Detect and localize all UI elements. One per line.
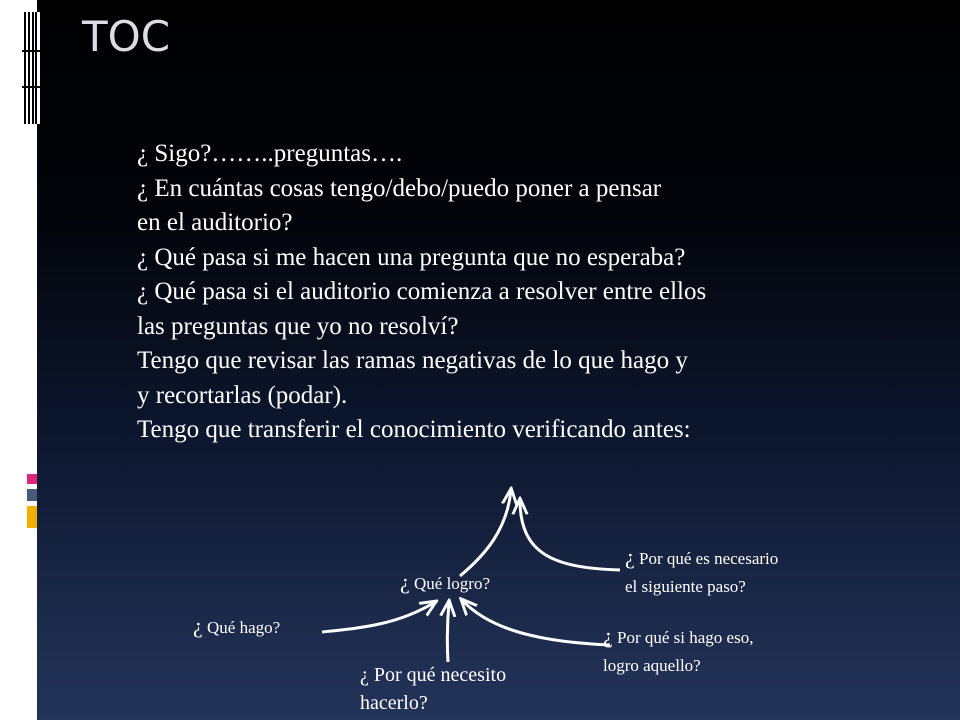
arrow-what-do-to-what-achieve bbox=[322, 602, 435, 632]
label-text: el siguiente paso? bbox=[625, 577, 746, 596]
arrow-what-achieve-to-top bbox=[460, 490, 511, 576]
body-line: ¿ Qué pasa si el auditorio comienza a resolver entre ellos bbox=[137, 278, 707, 305]
body-line: en el auditorio? bbox=[137, 209, 293, 236]
label-why-next-step bbox=[625, 543, 778, 601]
label-text: ¿ Por qué necesito bbox=[360, 664, 507, 686]
arrow-why-next-to-top bbox=[520, 500, 620, 570]
label-text: hacerlo? bbox=[360, 692, 428, 714]
label-text: Qué hago? bbox=[202, 618, 281, 637]
body-line: y recortarlas (podar). bbox=[137, 381, 348, 409]
body-line: ¿ Sigo?……..preguntas…. bbox=[137, 140, 403, 167]
body-line: ¿ En cuántas cosas tengo/debo/puedo poner a pensar bbox=[137, 174, 662, 202]
arrow-why-need-to-what-achieve bbox=[447, 602, 449, 662]
body-line: Tengo que transferir el conocimiento verificando antes: bbox=[137, 416, 691, 443]
question-mark: ¿ bbox=[193, 613, 203, 638]
body-line: las preguntas que yo no resolví? bbox=[137, 312, 459, 340]
label-what-achieve bbox=[400, 568, 490, 598]
question-mark: ¿ bbox=[400, 569, 410, 594]
label-why-do-achieve bbox=[603, 622, 753, 680]
label-text: Por qué si hago eso, bbox=[612, 628, 754, 647]
label-text: Por qué es necesario bbox=[634, 549, 779, 568]
body-line: ¿ Qué pasa si me hacen una pregunta que no esperaba? bbox=[137, 243, 686, 271]
label-text: Qué logro? bbox=[409, 574, 491, 593]
label-text: logro aquello? bbox=[603, 656, 701, 675]
slide-title: TOC bbox=[82, 12, 171, 61]
question-mark: ¿ bbox=[625, 544, 635, 569]
label-what-do bbox=[193, 612, 280, 642]
body-line: Tengo que revisar las ramas negativas de lo que hago y bbox=[137, 347, 688, 374]
arrow-why-do-to-what-achieve bbox=[462, 600, 610, 645]
question-mark: ¿ bbox=[603, 623, 613, 648]
label-why-need bbox=[360, 661, 506, 717]
